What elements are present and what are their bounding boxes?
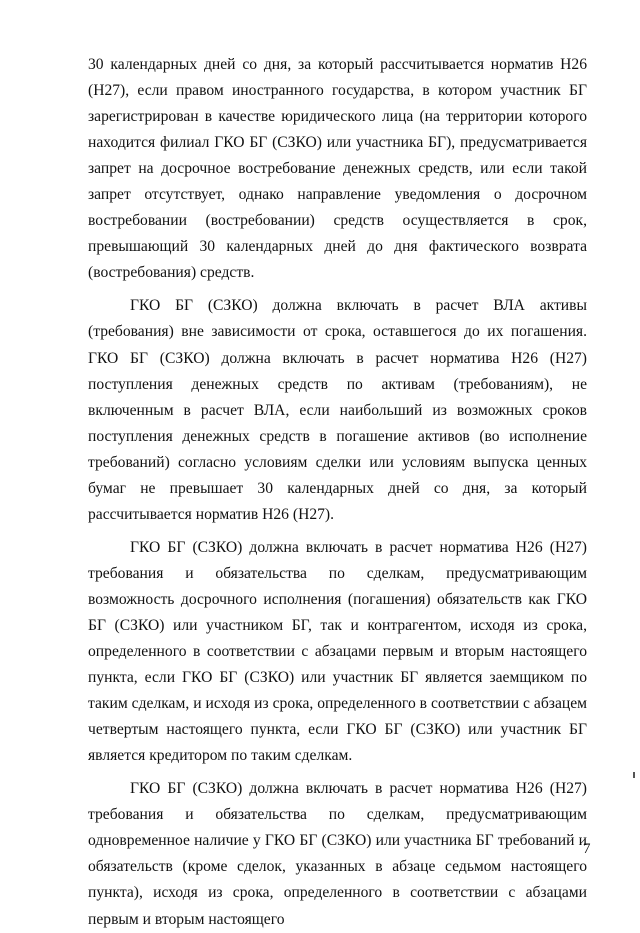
paragraph-continuation: 30 календарных дней со дня, за который рассчитывается норматив Н26 (Н27), если правом иностранного государства, в котором участник БГ зарегистрирован в качестве юридического лица (на территории которого находится филиал ГКО БГ (СЗКО) или участника БГ), предусматривается запрет на досрочное востребование денежных средств, или если такой запрет отсутствует, однако направление уведомления о досрочном востребовании (востребовании) средств осуществляется в срок, превышающий 30 календарных дней до дня фактического возврата (востребования) средств.: [88, 56, 587, 282]
page-number: 7: [583, 841, 591, 857]
paragraph-vla-assets: ГКО БГ (СЗКО) должна включать в расчет ВЛА активы (требования) вне зависимости от срока, оставшегося до их погашения. ГКО БГ (СЗКО) должна включать в расчет норматива Н26 (Н27) поступления денежных средств по активам (требованиям), не включенным в расчет ВЛА, если наибольший из возможных сроков поступления денежных средств в погашение активов (во исполнение требований) согласно условиям сделки или условиям выпуска ценных бумаг не превышает 30 календарных дней со дня, за который рассчитывается норматив Н26 (Н27).: [88, 297, 587, 523]
paragraph-simultaneous-claims: ГКО БГ (СЗКО) должна включать в расчет норматива Н26 (Н27) требования и обязательства по сделкам, предусматривающим одновременное наличие у ГКО БГ (СЗКО) или участника БГ требований и обязательств (кроме сделок, указанных в абзаце седьмом настоящего пункта), исходя из срока, определенного в соответствии с абзацами первым и вторым настоящего: [88, 780, 587, 928]
body-text: [88, 52, 587, 933]
paragraph-early-repayment: ГКО БГ (СЗКО) должна включать в расчет норматива Н26 (Н27) требования и обязательства по сделкам, предусматривающим возможность досрочного исполнения (погашения) обязательств как ГКО БГ (СЗКО) или участником БГ, так и контрагентом, исходя из срока, определенного в соответствии с абзацами первым и вторым настоящего пункта, если ГКО БГ (СЗКО) или участник БГ является заемщиком по таким сделкам, и исходя из срока, определенного в соответствии с абзацем четвертым настоящего пункта, если ГКО БГ (СЗКО) или участник БГ является кредитором по таким сделкам.: [88, 538, 587, 765]
scan-artifact: [633, 772, 635, 778]
